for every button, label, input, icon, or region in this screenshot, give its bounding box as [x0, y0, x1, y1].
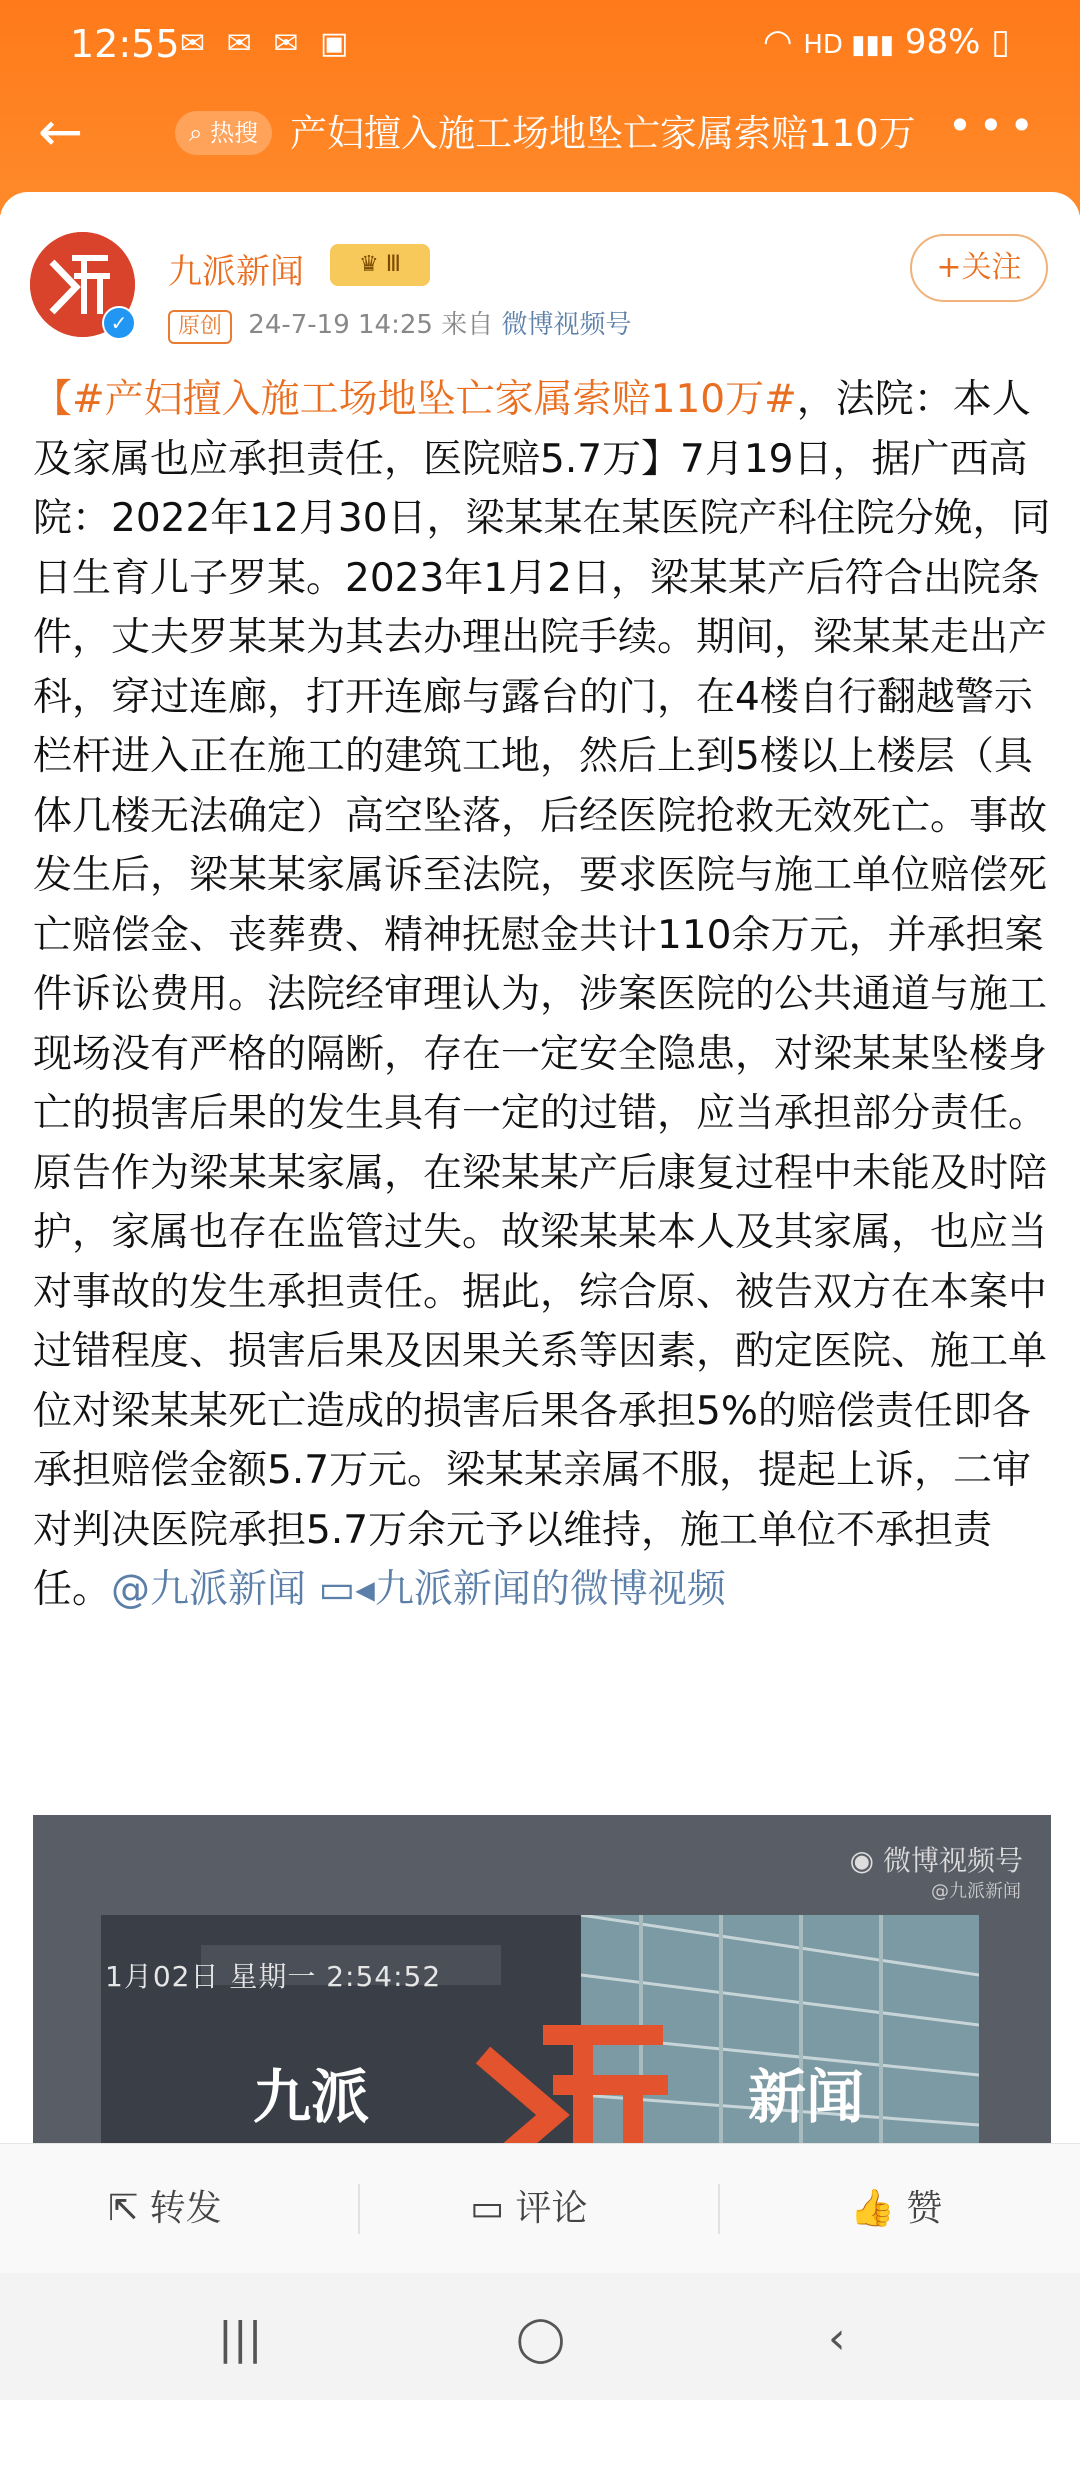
- recent-apps-icon[interactable]: |||: [218, 2313, 263, 2364]
- home-icon[interactable]: ◯: [516, 2313, 566, 2364]
- like-button[interactable]: [850, 2179, 942, 2239]
- comment-button[interactable]: [470, 2179, 587, 2239]
- brand-text-right: 新闻: [748, 2063, 865, 2131]
- member-crown-icon[interactable]: ♛ Ⅲ: [330, 244, 430, 286]
- battery-level: 98%: [904, 22, 981, 62]
- comment-icon: ▭: [470, 2188, 516, 2229]
- video-link-icon: ▭◂: [318, 1567, 375, 1612]
- wifi-icon: ◠: [762, 22, 793, 62]
- comment-label: 评论: [515, 2188, 588, 2229]
- author-name[interactable]: 九派新闻: [168, 252, 304, 292]
- hashtag-link[interactable]: 【#产妇擅入施工场地坠亡家属索赔110万#: [33, 377, 797, 422]
- hot-search-badge[interactable]: [175, 111, 272, 155]
- from-label: 来自: [441, 310, 494, 340]
- notification-icons: ✉ ✉ ✉ ▣: [180, 26, 355, 61]
- video-player[interactable]: [33, 1815, 1051, 2175]
- post-text: ，法院：本人及家属也应承担责任，医院赔5.7万】7月19日，据广西高院：2022年12月30日，梁某某在某医院产科住院分娩，同日生育儿子罗某。2023年1月2日，梁某某产后符合出院条件，丈夫罗某某为其去办理出院手续。期间，梁某某走出产科，穿过连廊，打开连廊与露台的门，在4楼自行翻越警示栏杆进入正在施工的建筑工地，然后上到5楼以上楼层（具体几楼无法确定）高空坠落，后经医院抢救无效死亡。事故发生后，梁某某家属诉至法院，要求医院与施工单位赔偿死亡赔偿金、丧葬费、精神抚慰金共计110余万元，并承担案件诉讼费用。法院经审理认为，涉案医院的公共通道与施工现场没有严格的隔断，存在一定安全隐患，对梁某某坠楼身亡的损害后果的发生具有一定的过错，应当承担部分责任。原告作为梁某某家属，在梁某某产后康复过程中未能及时陪护，家属也存在监管过失。故梁某某本人及其家属，也应当对事故的发生承担责任。据此，综合原、被告双方在本案中过错程度、损害后果及因果关系等因素，酌定医院、施工单位对梁某某死亡造成的损害后果各承担5%的赔偿责任即各承担赔偿金额5.7万元。梁某某亲属不服，提起上诉，二审对判决医院承担5.7万余元予以维持，施工单位不承担责任。: [33, 377, 1051, 1612]
- back-nav-icon[interactable]: ‹: [828, 2313, 846, 2364]
- watermark-label: 微博视频号: [882, 1844, 1023, 1877]
- repost-label: 转发: [149, 2188, 222, 2229]
- toolbar-divider: [718, 2184, 720, 2234]
- thumbs-up-icon: 👍: [850, 2188, 907, 2229]
- watermark-sub: @九派新闻: [931, 1881, 1021, 1902]
- status-bar: [0, 18, 1080, 78]
- like-label: 赞: [906, 2188, 943, 2229]
- follow-button[interactable]: +关注: [910, 234, 1048, 302]
- more-icon[interactable]: •••: [947, 101, 1040, 150]
- verified-badge-icon: ✓: [102, 306, 136, 340]
- action-toolbar: [0, 2143, 1080, 2274]
- status-right: [763, 22, 1010, 62]
- video-link-label: 九派新闻的微博视频: [374, 1567, 726, 1612]
- system-navigation-bar: [0, 2273, 1080, 2400]
- nav-bar: [0, 95, 1080, 175]
- brand-text-left: 九派: [253, 2063, 370, 2131]
- member-level: Ⅲ: [385, 252, 401, 277]
- original-badge: 原创: [168, 310, 232, 344]
- back-arrow-icon[interactable]: ←: [38, 100, 84, 163]
- top-header: [0, 0, 1080, 215]
- post-time: 24-7-19 14:25: [248, 310, 433, 340]
- source-link[interactable]: 微博视频号: [501, 310, 632, 340]
- weibo-logo-icon: ◉: [849, 1844, 883, 1877]
- search-icon: ⌕: [189, 119, 211, 147]
- video-link[interactable]: [318, 1567, 725, 1612]
- battery-icon: ▯: [991, 22, 1010, 62]
- video-timestamp: 1月02日 星期一 2:54:52: [105, 1960, 442, 1993]
- post-meta: [168, 304, 632, 344]
- hot-badge-label: 热搜: [210, 119, 259, 147]
- mention-link[interactable]: @九派新闻: [111, 1567, 307, 1612]
- toolbar-divider: [358, 2184, 360, 2234]
- weibo-video-watermark: [850, 1839, 1023, 1879]
- repost-button[interactable]: [108, 2179, 222, 2239]
- status-time: 12:55: [70, 22, 180, 66]
- signal-icon: HD ▮▮▮: [803, 30, 895, 60]
- post-body: [33, 370, 1051, 1620]
- share-icon: ⇱: [108, 2188, 150, 2229]
- page-title: 产妇擅入施工场地坠亡家属索赔110万: [290, 112, 916, 155]
